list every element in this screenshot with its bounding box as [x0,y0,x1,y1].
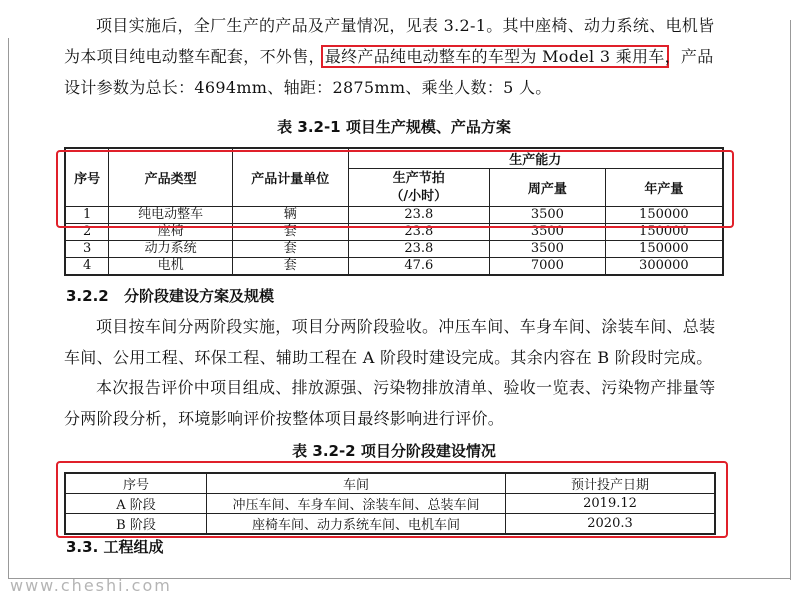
header-unit: 产品计量单位 [232,148,348,207]
cell-unit: 套 [232,241,348,258]
cell-annual: 150000 [605,224,723,241]
table1-highlight-box [56,150,734,228]
cell-weekly: 3500 [490,207,606,224]
phase-paragraph [64,311,724,373]
cell-weekly: 3500 [490,241,606,258]
cell-type: 电机 [109,258,233,276]
table1-caption: 表 3.2-1 项目生产规模、产品方案 [277,118,511,136]
cell-date: 2020.3 [506,514,715,535]
cell-seq: 2 [65,224,109,241]
cell-annual: 150000 [605,207,723,224]
header-capacity: 生产能力 [348,148,723,169]
cell-takt: 23.8 [348,224,490,241]
table2-highlight-box [56,461,728,538]
intro-paragraph [64,10,724,103]
cell-seq: 1 [65,207,109,224]
cell-annual: 150000 [605,241,723,258]
watermark-text: www.cheshi.com [10,576,172,595]
cell-unit: 套 [232,258,348,276]
table-row [65,258,723,276]
section-heading-322 [66,285,274,306]
cell-seq: 3 [65,241,109,258]
header-workshop: 车间 [207,473,506,494]
section-heading-33: 3.3. 工程组成 [66,538,164,556]
cell-phase: A 阶段 [65,494,207,514]
cell-phase: B 阶段 [65,514,207,535]
cell-takt: 23.8 [348,207,490,224]
header-takt: 生产节拍 （/小时） [348,169,490,207]
section-number: 3.2.2 [66,287,109,305]
evaluation-paragraph [64,372,724,434]
model3-highlight: 最终产品纯电动整车的车型为 Model 3 乘用车 [321,45,669,68]
cell-workshop: 冲压车间、车身车间、涂装车间、总装车间 [207,494,506,514]
table2-caption: 表 3.2-2 项目分阶段建设情况 [292,442,496,460]
table-row [65,241,723,258]
header-annual: 年产量 [605,169,723,207]
cell-takt: 23.8 [348,241,490,258]
cell-type: 纯电动整车 [109,207,233,224]
intro-text-before: 项目实施后，全厂生产的产品及产量情况，见表 3.2-1。其中座椅、动力系统、电机皆为本项目纯电动整车配套，不外售， [64,16,715,66]
cell-seq: 4 [65,258,109,276]
cell-workshop: 座椅车间、动力系统车间、电机车间 [207,514,506,535]
cell-takt: 47.6 [348,258,490,276]
cell-type: 动力系统 [109,241,233,258]
cell-type: 座椅 [109,224,233,241]
phase-text: 项目按车间分两阶段实施，项目分两阶段验收。冲压车间、车身车间、涂装车间、总装车间、公用工程、环保工程、辅助工程在 A 阶段时建设完成。其余内容在 B 阶段时完成。 [64,317,716,367]
intro-text-after: ，产品设计参数为总长：4694mm、轴距：2875mm、乘坐人数：5 人。 [64,47,714,97]
page-frame-right [790,20,791,580]
section-title: 分阶段建设方案及规模 [124,287,275,305]
evaluation-text: 本次报告评价中项目组成、排放源强、污染物排放清单、验收一览表、污染物产排量等分两阶段分析，环境影响评价按整体项目最终影响进行评价。 [64,378,716,428]
header-seq: 序号 [65,148,109,207]
header-weekly: 周产量 [490,169,606,207]
cell-weekly: 7000 [490,258,606,276]
cell-unit: 套 [232,224,348,241]
header-date: 预计投产日期 [506,473,715,494]
page-frame-left [8,38,9,578]
cell-date: 2019.12 [506,494,715,514]
cell-weekly: 3500 [490,224,606,241]
cell-annual: 300000 [605,258,723,276]
cell-unit: 辆 [232,207,348,224]
header-product-type: 产品类型 [109,148,233,207]
header-seq: 序号 [65,473,207,494]
